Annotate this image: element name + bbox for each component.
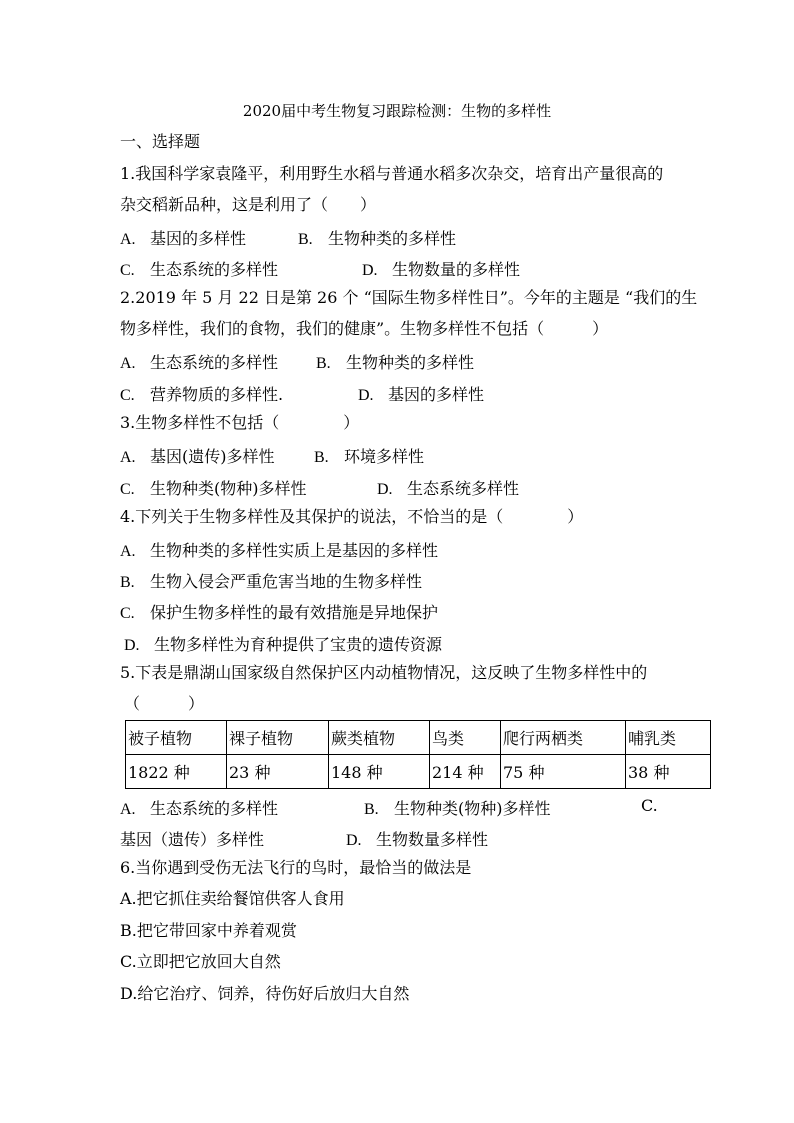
species-table xyxy=(125,720,711,789)
q5-option-d: D. 生物数量多样性 xyxy=(346,830,489,849)
q2-option-b: B. 生物种类的多样性 xyxy=(316,353,475,372)
q3-option-c: C. 生物种类(物种)多样性 xyxy=(120,479,307,498)
q4-option-a: A. 生物种类的多样性实质上是基因的多样性 xyxy=(120,541,439,560)
question-2-text-cont: 物多样性，我们的食物，我们的健康”。生物多样性不包括（ ） xyxy=(120,319,609,338)
question-5-text: 5.下表是鼎湖山国家级自然保护区内动植物情况，这反映了生物多样性中的 xyxy=(120,663,648,682)
question-2-text: 2.2019 年 5 月 22 日是第 26 个 “国际生物多样性日”。今年的主题是 “我们的生 xyxy=(120,288,698,307)
question-3-text: 3.生物多样性不包括（ ） xyxy=(120,413,360,432)
table-cell: 75 种 xyxy=(501,755,626,789)
q4-option-c: C. 保护生物多样性的最有效措施是异地保护 xyxy=(120,603,439,622)
question-4-text: 4.下列关于生物多样性及其保护的说法，不恰当的是（ ） xyxy=(120,507,584,526)
table-cell: 148 种 xyxy=(329,755,430,789)
q1-option-c: C. 生态系统的多样性 xyxy=(120,260,279,279)
table-header-cell: 蕨类植物 xyxy=(329,721,430,755)
q2-option-c: C. 营养物质的多样性. xyxy=(120,385,284,404)
question-6-text: 6.当你遇到受伤无法飞行的鸟时，最恰当的做法是 xyxy=(120,858,472,877)
table-header-cell: 鸟类 xyxy=(430,721,501,755)
table-cell: 214 种 xyxy=(430,755,501,789)
page-title: 2020届中考生物复习跟踪检测：生物的多样性 xyxy=(242,102,552,120)
question-1-text: 1.我国科学家袁隆平，利用野生水稻与普通水稻多次杂交，培育出产量很高的 xyxy=(120,164,664,183)
table-cell: 38 种 xyxy=(626,755,711,789)
q5-option-a: A. 生态系统的多样性 xyxy=(120,799,279,818)
q6-option-c: C.立即把它放回大自然 xyxy=(120,952,281,971)
table-header-cell: 爬行两栖类 xyxy=(501,721,626,755)
table-cell: 23 种 xyxy=(227,755,329,789)
q1-option-d: D. 生物数量的多样性 xyxy=(362,260,521,279)
q3-option-b: B. 环境多样性 xyxy=(314,447,425,466)
q3-option-d: D. 生态系统多样性 xyxy=(377,479,520,498)
q1-option-a: A. 基因的多样性 xyxy=(120,229,247,248)
table-header-cell: 被子植物 xyxy=(126,721,227,755)
q2-option-a: A. 生态系统的多样性 xyxy=(120,353,279,372)
q6-option-d: D.给它治疗、饲养，待伤好后放归大自然 xyxy=(120,984,410,1003)
q5-option-b: B. 生物种类(物种)多样性 xyxy=(364,799,551,818)
q5-option-c-letter: C. xyxy=(641,796,658,815)
q3-option-a: A. 基因(遗传)多样性 xyxy=(120,447,275,466)
q5-option-c-text: 基因（遗传）多样性 xyxy=(120,830,265,849)
question-1-text-cont: 杂交稻新品种，这是利用了（ ） xyxy=(120,195,377,214)
q4-option-b: B. 生物入侵会严重危害当地的生物多样性 xyxy=(120,572,423,591)
section-heading: 一、选择题 xyxy=(120,132,201,151)
question-5-text-cont: （ ） xyxy=(124,694,205,713)
table-cell: 1822 种 xyxy=(126,755,227,789)
table-header-cell: 裸子植物 xyxy=(227,721,329,755)
table-header-row xyxy=(126,721,711,755)
table-row xyxy=(126,755,711,789)
q6-option-b: B.把它带回家中养着观赏 xyxy=(120,921,297,940)
q2-option-d: D. 基因的多样性 xyxy=(358,385,485,404)
q6-option-a: A.把它抓住卖给餐馆供客人食用 xyxy=(120,889,345,908)
table-header-cell: 哺乳类 xyxy=(626,721,711,755)
q1-option-b: B. 生物种类的多样性 xyxy=(298,229,457,248)
q4-option-d: D. 生物多样性为育种提供了宝贵的遗传资源 xyxy=(124,635,443,654)
